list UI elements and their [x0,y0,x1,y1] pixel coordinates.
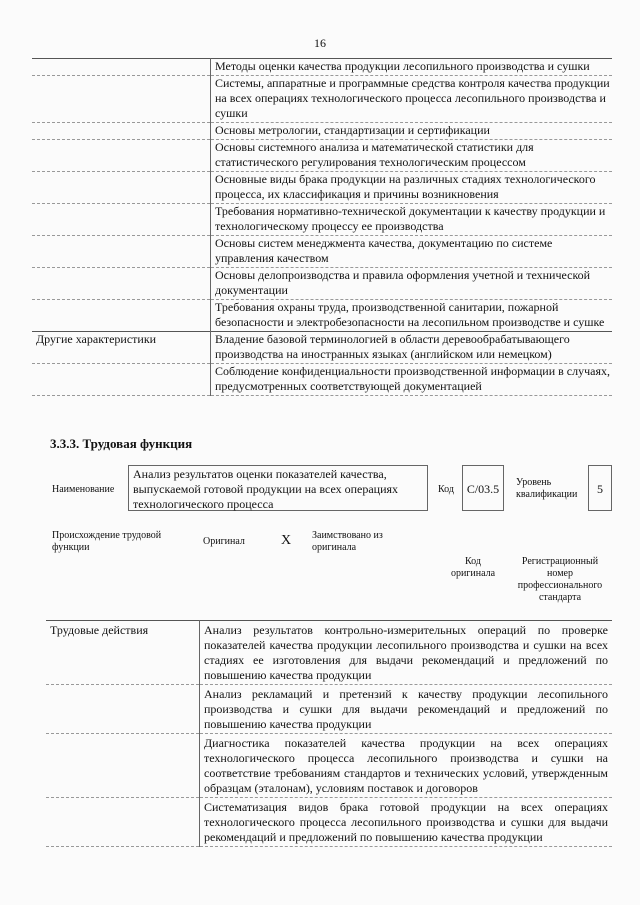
function-name-box: Анализ результатов оценки показателей качества, выпускаемой готовой продукции на всех операциях технологического процесса [128,465,428,511]
row-label-actions: Трудовые действия [46,621,200,685]
table-cell: Соблюдение конфиденциальности производственной информации в случаях, предусмотренных соответствующей документацией [211,364,613,396]
table-cell: Основы метрологии, стандартизации и сертификации [211,123,613,140]
table-cell: Основы системного анализа и математической статистики для статистического регулирования технологическим процессом [211,140,613,172]
table-cell: Требования охраны труда, производственной санитарии, пожарной безопасности и электробезопасности на лесопильном производстве и сушке [211,300,613,332]
table-cell: Владение базовой терминологией в области деревообрабатывающего производства на иностранных языках (английском или немецком) [211,332,613,364]
section-heading: 3.3.3. Трудовая функция [50,436,193,451]
table-cell: Основные виды брака продукции на различных стадиях технологического процесса, их классификация и причины возникновения [211,172,613,204]
level-box: 5 [588,465,612,511]
original-label: Оригинал [203,536,245,547]
table-cell: Системы, аппаратные и программные средства контроля качества продукции на всех операциях технологического процесса лесопильного производства и сушки [211,76,613,123]
level-label: Уровень квалификации [516,477,578,500]
name-label: Наименование [52,484,115,495]
table-cell: Методы оценки качества продукции лесопильного производства и сушки [211,59,613,76]
table-cell: Основы делопроизводства и правила оформления учетной и технической документации [211,268,613,300]
table-cell: Требования нормативно-технической документации к качеству продукции и технологическому процессу ее производства [211,204,613,236]
table-cell: Анализ рекламаций и претензий к качеству продукции лесопильного производства и сушки для выдачи рекомендаций и предложений по повышению качества продукции [200,685,613,734]
actions-table [46,620,612,847]
table-cell: Анализ результатов контрольно-измерительных операций по проверке показателей качества продукции лесопильного производства и сушки на всех стадиях ее изготовления для выдачи рекомендаций и предложений по повышению качества продукции [200,621,613,685]
original-mark: X [281,533,292,548]
reg-number-label: Регистрационный номер профессионального стандарта [517,556,603,603]
knowledge-table [32,58,612,396]
table-cell: Систематизация видов брака готовой продукции на всех операциях технологического процесса лесопильного производства и сушки для выдачи рекомендаций и предложений по повышению качества продукции [200,798,613,847]
code-label: Код [438,484,454,495]
code-box: C/03.5 [462,465,504,511]
table-cell: Диагностика показателей качества продукции на всех операциях технологического процесса лесопильного производства и сушки на соответствие требованиям стандартов и технических условий, утвержденным образцам (эталонам), условиям поставок и договоров [200,734,613,798]
row-label [32,59,211,76]
origin-label: Происхождение трудовой функции [52,530,162,553]
table-cell: Основы систем менеджмента качества, документацию по системе управления качеством [211,236,613,268]
code-original-label: Код оригинала [450,556,496,579]
borrowed-label: Заимствовано из оригинала [312,530,383,553]
page-number: 16 [314,36,326,50]
row-label-other: Другие характеристики [32,332,211,364]
